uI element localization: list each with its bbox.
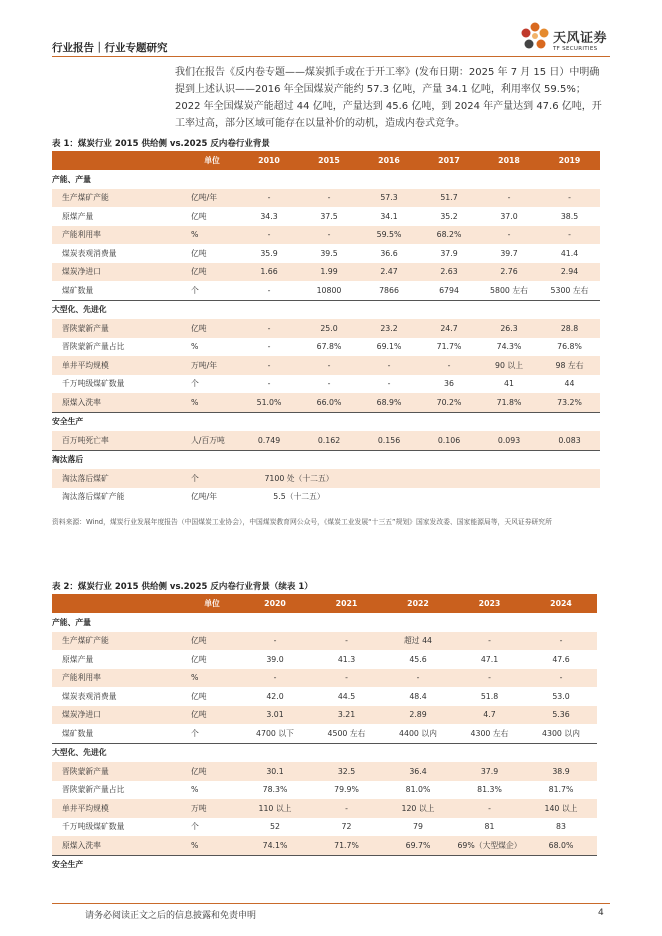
- flower-logo-icon: [519, 20, 551, 56]
- row-item-label: 煤炭表观消费量: [62, 691, 117, 701]
- column-header: 单位: [185, 594, 239, 613]
- data-cell: 120 以上: [382, 799, 454, 818]
- data-cell: -: [525, 669, 597, 688]
- table-row: [52, 706, 597, 725]
- row-item-label: 单井平均规模: [52, 356, 185, 375]
- row-unit: %: [191, 785, 199, 795]
- row-item-label: 晋陕蒙新产量占比: [62, 342, 125, 352]
- row-item-label: 晋陕蒙新产量占比: [62, 785, 125, 795]
- data-cell: 74.3%: [496, 342, 522, 352]
- data-cell: 41.4: [560, 248, 579, 258]
- section-title: 安全生产: [52, 412, 600, 431]
- data-cell: 2.94: [539, 263, 600, 282]
- column-header: 2020: [239, 594, 311, 613]
- data-cell: 41: [504, 379, 514, 389]
- row-unit: 亿吨: [185, 263, 239, 282]
- data-cell: 超过 44: [382, 632, 454, 651]
- data-cell: 72: [341, 822, 352, 832]
- data-cell: 81.7%: [548, 785, 574, 795]
- data-cell: 6794: [419, 281, 479, 300]
- table-row: [52, 375, 600, 394]
- row-unit: 个: [185, 724, 239, 743]
- table2-body: [52, 613, 597, 874]
- data-cell: 4.7: [454, 706, 525, 725]
- section-title: 淘汰落后: [52, 450, 600, 469]
- empty-cell: [359, 488, 419, 507]
- table-row: [52, 393, 600, 412]
- data-cell: 47.6: [552, 654, 570, 664]
- section-header-row: [52, 412, 600, 431]
- data-cell: -: [454, 632, 525, 651]
- row-unit: 亿吨: [191, 211, 207, 221]
- data-cell: 0.162: [299, 431, 359, 450]
- table-row: [52, 799, 597, 818]
- data-cell: 2.47: [359, 263, 419, 282]
- row-unit: 亿吨: [185, 632, 239, 651]
- row-unit: 万吨/年: [185, 356, 239, 375]
- row-unit: %: [185, 669, 239, 688]
- table-row: [52, 818, 597, 837]
- tf-securities-logo: [519, 20, 619, 58]
- row-item-label: 晋陕蒙新产量: [52, 762, 185, 781]
- table-row: [52, 338, 600, 357]
- data-cell: 76.8%: [557, 342, 582, 352]
- data-cell: 74.1%: [239, 836, 311, 855]
- data-cell: -: [239, 356, 299, 375]
- data-cell: 36.6: [380, 248, 398, 258]
- data-cell: 0.156: [359, 431, 419, 450]
- data-cell: 2.76: [479, 263, 539, 282]
- data-cell: 34.1: [380, 211, 398, 221]
- table2-title: 表 2：煤炭行业 2015 供给侧 vs.2025 反内卷行业背景（续表 1）: [52, 582, 313, 592]
- table1: [52, 151, 600, 506]
- row-item-label: 原煤入洗率: [52, 393, 185, 412]
- data-cell: 28.8: [539, 319, 600, 338]
- data-cell: 71.7%: [311, 836, 382, 855]
- column-header: [52, 594, 185, 613]
- data-cell: 51.0%: [239, 393, 299, 412]
- data-cell: 79.9%: [334, 785, 359, 795]
- row-item-label: 千万吨级煤矿数量: [62, 822, 125, 832]
- data-cell: 69.7%: [382, 836, 454, 855]
- row-item-label: 煤矿数量: [52, 724, 185, 743]
- data-cell: -: [382, 669, 454, 688]
- table1-body: [52, 170, 600, 506]
- column-header: 2021: [311, 594, 382, 613]
- data-cell: -: [267, 342, 271, 352]
- section-title: 产能、产量: [52, 617, 91, 627]
- data-cell: 79: [413, 822, 423, 832]
- table-row: [52, 431, 600, 450]
- data-cell: 67.8%: [316, 342, 342, 352]
- data-cell: -: [454, 669, 525, 688]
- row-unit: %: [191, 342, 199, 352]
- data-cell: 25.0: [299, 319, 359, 338]
- data-cell: 51.8: [480, 691, 499, 701]
- table-row: [52, 281, 600, 300]
- logo-text-cn: 天风证券: [553, 31, 608, 46]
- data-cell: -: [239, 319, 299, 338]
- data-cell: -: [239, 189, 299, 208]
- data-cell: -: [311, 632, 382, 651]
- column-header: 2015: [299, 151, 359, 170]
- row-item-label: 煤矿数量: [52, 281, 185, 300]
- table2: [52, 594, 597, 874]
- data-cell: 78.3%: [262, 785, 288, 795]
- data-cell: 10800: [299, 281, 359, 300]
- data-cell: -: [311, 669, 382, 688]
- data-cell: 1.66: [239, 263, 299, 282]
- data-cell: -: [299, 226, 359, 245]
- data-cell: -: [239, 281, 299, 300]
- row-item-label: 淘汰落后煤矿: [52, 469, 185, 488]
- column-header: 2010: [239, 151, 299, 170]
- section-header-row: [52, 743, 597, 762]
- row-unit: 亿吨: [191, 654, 207, 664]
- data-cell: 4700 以下: [239, 724, 311, 743]
- row-unit: %: [185, 836, 239, 855]
- data-cell: 45.6: [409, 654, 427, 664]
- column-header: 单位: [185, 151, 239, 170]
- row-unit: 亿吨: [191, 248, 207, 258]
- row-unit: 亿吨/年: [191, 492, 218, 502]
- data-cell: 1.99: [299, 263, 359, 282]
- section-title: 产能、产量: [52, 174, 91, 184]
- data-cell: 140 以上: [525, 799, 597, 818]
- column-header: 2016: [359, 151, 419, 170]
- column-header: 2024: [525, 594, 597, 613]
- section-header-row: [52, 450, 600, 469]
- row-item-label: 产能利用率: [52, 669, 185, 688]
- table-row: [52, 762, 597, 781]
- row-item-label: 百万吨死亡率: [52, 431, 185, 450]
- data-cell: 35.2: [440, 211, 458, 221]
- row-item-label: 煤炭表观消费量: [62, 248, 117, 258]
- row-item-label: 单井平均规模: [52, 799, 185, 818]
- data-cell: -: [539, 226, 600, 245]
- data-cell: 2.63: [419, 263, 479, 282]
- column-header: 2022: [382, 594, 454, 613]
- data-cell: 38.9: [525, 762, 597, 781]
- data-cell: 37.5: [320, 211, 338, 221]
- data-cell: -: [267, 379, 271, 389]
- table-row: [52, 781, 597, 800]
- section-header-row: [52, 300, 600, 319]
- row-unit: 个: [191, 822, 199, 832]
- data-cell: 70.2%: [419, 393, 479, 412]
- data-cell: 48.4: [409, 691, 427, 701]
- data-cell: 81.3%: [477, 785, 502, 795]
- data-cell: 39.7: [500, 248, 518, 258]
- table2-header-row: [52, 594, 597, 613]
- column-header: [52, 151, 185, 170]
- row-unit: %: [185, 393, 239, 412]
- data-cell: 69%（大型煤企）: [454, 836, 525, 855]
- table-row: [52, 836, 597, 855]
- section-header-row: [52, 855, 597, 874]
- table-row: [52, 356, 600, 375]
- data-cell: 36.4: [382, 762, 454, 781]
- row-unit: 个: [185, 469, 239, 488]
- row-item-label: 原煤产量: [62, 654, 94, 664]
- source-note: 资料来源：Wind，煤炭行业发展年度报告（中国煤炭工业协会），中国煤炭教育网公众号，《煤炭工业发展“十三五”规划》国家发改委、国家能源局等，天风证券研究所: [52, 518, 552, 526]
- data-cell: -: [359, 356, 419, 375]
- data-cell: 51.7: [419, 189, 479, 208]
- row-unit: 亿吨: [185, 319, 239, 338]
- data-cell: 0.749: [239, 431, 299, 450]
- data-cell: 71.8%: [479, 393, 539, 412]
- section-title: 大型化、先进化: [52, 300, 600, 319]
- row-unit: %: [185, 226, 239, 245]
- row-item-label: 原煤产量: [62, 211, 94, 221]
- data-cell: 0.106: [419, 431, 479, 450]
- data-cell: 23.2: [359, 319, 419, 338]
- column-header: 2019: [539, 151, 600, 170]
- data-cell: 2.89: [382, 706, 454, 725]
- table-row: [52, 207, 600, 226]
- section-header-row: [52, 613, 597, 632]
- table1-title: 表 1：煤炭行业 2015 供给侧 vs.2025 反内卷行业背景: [52, 139, 270, 149]
- row-unit: 万吨: [185, 799, 239, 818]
- empty-cell: [539, 488, 600, 507]
- column-header: 2018: [479, 151, 539, 170]
- data-cell: 4300 左右: [454, 724, 525, 743]
- data-cell: 68.0%: [525, 836, 597, 855]
- data-cell: 37.9: [454, 762, 525, 781]
- column-header: 2023: [454, 594, 525, 613]
- data-cell: -: [327, 379, 331, 389]
- data-cell: 5300 左右: [539, 281, 600, 300]
- table-row: [52, 669, 597, 688]
- data-cell: 7866: [359, 281, 419, 300]
- table-row: [52, 650, 597, 669]
- footer-disclaimer: 请务必阅读正文之后的信息披露和免责申明: [85, 911, 257, 921]
- empty-cell: [479, 469, 539, 488]
- data-cell: 35.9: [260, 248, 278, 258]
- table-row: [52, 687, 597, 706]
- row-item-label: 产能利用率: [52, 226, 185, 245]
- data-cell: -: [239, 226, 299, 245]
- data-cell: -: [239, 632, 311, 651]
- section-header-row: [52, 170, 600, 189]
- data-cell: 44: [564, 379, 575, 389]
- data-cell: 42.0: [266, 691, 284, 701]
- data-cell: -: [419, 356, 479, 375]
- data-cell: 83: [556, 822, 566, 832]
- data-cell: 98 左右: [539, 356, 600, 375]
- table-row: [52, 319, 600, 338]
- row-unit: 亿吨: [191, 691, 207, 701]
- intro-paragraph: [175, 64, 609, 132]
- data-cell: -: [299, 356, 359, 375]
- row-item-label: 煤炭净进口: [52, 706, 185, 725]
- data-cell: 36: [444, 379, 454, 389]
- row-item-label: 生产煤矿产能: [52, 632, 185, 651]
- row-span-value: 7100 处（十二五）: [239, 469, 359, 488]
- column-header: 2017: [419, 151, 479, 170]
- table1-header-row: [52, 151, 600, 170]
- table-row: [52, 189, 600, 208]
- data-cell: -: [454, 799, 525, 818]
- data-cell: 73.2%: [539, 393, 600, 412]
- table-row: [52, 632, 597, 651]
- table-row: [52, 469, 600, 488]
- table-row: [52, 244, 600, 263]
- row-item-label: 生产煤矿产能: [52, 189, 185, 208]
- data-cell: 44.5: [337, 691, 356, 701]
- data-cell: 26.3: [479, 319, 539, 338]
- empty-cell: [419, 469, 479, 488]
- data-cell: -: [479, 226, 539, 245]
- data-cell: 53.0: [552, 691, 570, 701]
- data-cell: 0.093: [479, 431, 539, 450]
- row-unit: 亿吨: [185, 762, 239, 781]
- row-unit: 亿吨/年: [185, 189, 239, 208]
- report-header: 行业报告｜行业专题研究: [52, 42, 168, 54]
- intro-text: 我们在报告《反内卷专题——煤炭抓手或在于开工率》(发布日期：2025 年 7 月 15 日）中明确提到上述认识——2016 年全国煤炭产能约 57.3 亿吨，产量 34.1 亿吨，利用率仅 59.5%；2022 年全国煤炭产能超过 44 亿吨，产量达到 45.6 亿吨，到 2024 年产量达到 47.6 亿吨，开工率过高，部分区域可能存在以量补价的动机，造成内卷式竞争。: [175, 67, 602, 129]
- row-item-label: 淘汰落后煤矿产能: [62, 492, 125, 502]
- section-title: 安全生产: [52, 855, 597, 874]
- empty-cell: [419, 488, 479, 507]
- row-span-value: 5.5（十二五）: [273, 492, 325, 502]
- row-item-label: 晋陕蒙新产量: [52, 319, 185, 338]
- data-cell: -: [479, 189, 539, 208]
- data-cell: 68.9%: [359, 393, 419, 412]
- data-cell: 57.3: [359, 189, 419, 208]
- data-cell: -: [525, 632, 597, 651]
- data-cell: 66.0%: [299, 393, 359, 412]
- row-item-label: 煤炭净进口: [52, 263, 185, 282]
- data-cell: -: [539, 189, 600, 208]
- row-unit: 人/百万吨: [185, 431, 239, 450]
- row-unit: 个: [191, 379, 199, 389]
- data-cell: 41.3: [337, 654, 356, 664]
- empty-cell: [479, 488, 539, 507]
- data-cell: 37.9: [440, 248, 458, 258]
- footer-divider: [52, 903, 610, 904]
- data-cell: 30.1: [239, 762, 311, 781]
- data-cell: 3.01: [239, 706, 311, 725]
- data-cell: 4500 左右: [311, 724, 382, 743]
- data-cell: -: [299, 189, 359, 208]
- row-unit: 个: [185, 281, 239, 300]
- section-title: 大型化、先进化: [52, 743, 597, 762]
- row-unit: 亿吨: [185, 706, 239, 725]
- data-cell: 5800 左右: [479, 281, 539, 300]
- data-cell: 4400 以内: [382, 724, 454, 743]
- data-cell: 52: [270, 822, 280, 832]
- data-cell: 81: [484, 822, 495, 832]
- data-cell: 71.7%: [436, 342, 462, 352]
- data-cell: 47.1: [480, 654, 499, 664]
- table-row: [52, 226, 600, 245]
- data-cell: 81.0%: [405, 785, 431, 795]
- data-cell: 37.0: [500, 211, 518, 221]
- data-cell: 24.7: [419, 319, 479, 338]
- data-cell: 0.083: [539, 431, 600, 450]
- table-row: [52, 488, 600, 507]
- data-cell: 59.5%: [359, 226, 419, 245]
- data-cell: 4300 以内: [525, 724, 597, 743]
- data-cell: 90 以上: [479, 356, 539, 375]
- row-item-label: 千万吨级煤矿数量: [62, 379, 125, 389]
- data-cell: 110 以上: [239, 799, 311, 818]
- data-cell: 38.5: [560, 211, 579, 221]
- data-cell: -: [387, 379, 391, 389]
- data-cell: 68.2%: [419, 226, 479, 245]
- data-cell: 34.3: [260, 211, 278, 221]
- logo-text-en: TF SECURITIES: [553, 46, 598, 52]
- data-cell: -: [311, 799, 382, 818]
- table-row: [52, 724, 597, 743]
- data-cell: 39.5: [320, 248, 338, 258]
- data-cell: 32.5: [311, 762, 382, 781]
- data-cell: 39.0: [266, 654, 284, 664]
- page-number: 4: [598, 908, 604, 918]
- data-cell: -: [239, 669, 311, 688]
- data-cell: 69.1%: [376, 342, 402, 352]
- row-item-label: 原煤入洗率: [52, 836, 185, 855]
- empty-cell: [539, 469, 600, 488]
- table-row: [52, 263, 600, 282]
- empty-cell: [359, 469, 419, 488]
- data-cell: 3.21: [311, 706, 382, 725]
- data-cell: 5.36: [525, 706, 597, 725]
